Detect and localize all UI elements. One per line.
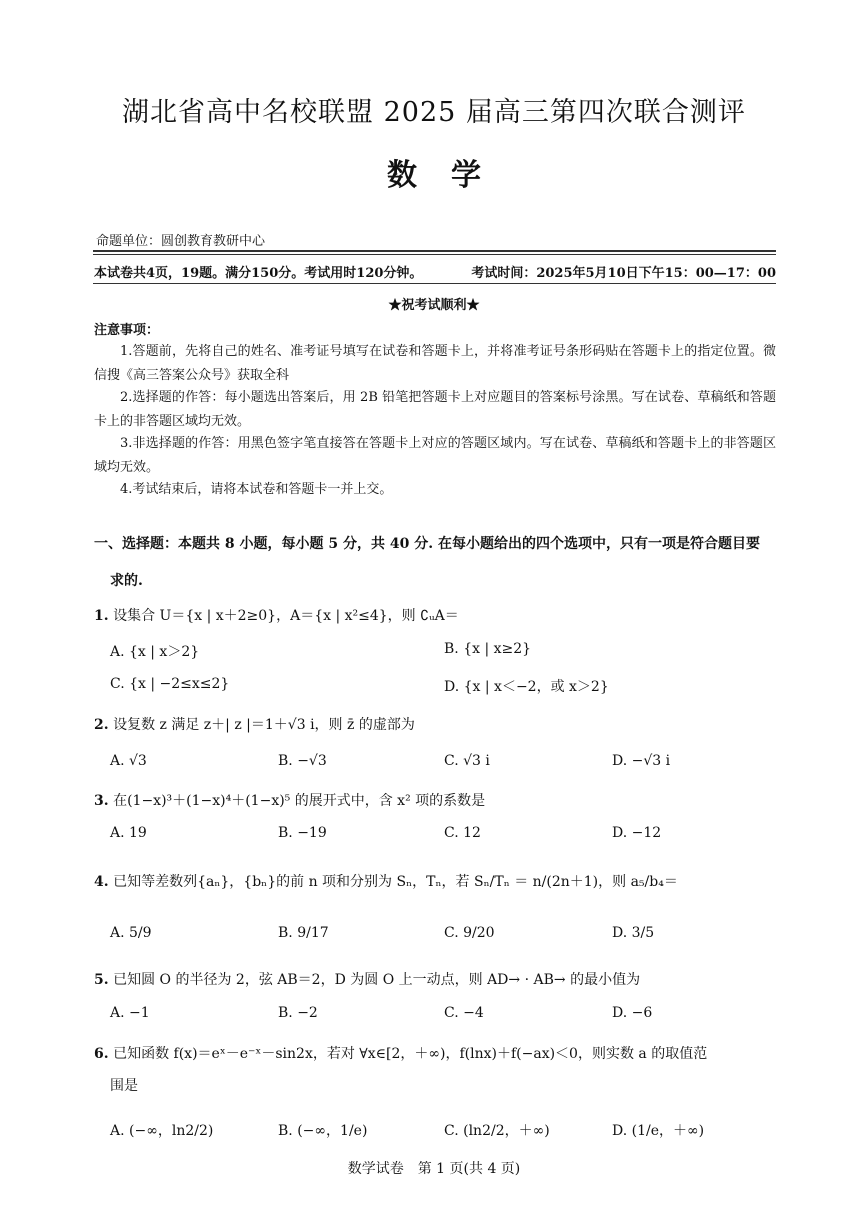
exam-title: 湖北省高中名校联盟 2025 届高三第四次联合测评 [122,97,746,128]
question-4 [94,871,678,891]
option-c: C. 12 [444,825,481,841]
option-b: B. 9/17 [278,925,329,941]
question-stem: 设复数 z 满足 z＋| z |＝1＋√3 i，则 z̄ 的虚部为 [113,717,415,733]
option-d: D. {x | x＜−2，或 x＞2} [444,679,609,695]
notice-item: 2.选择题的作答：每小题选出答案后，用 2B 铅笔把答题卡上对应题目的答案标号涂黑。写在试卷、草稿纸和答题卡上的非答题区域均无效。 [94,390,776,429]
question-5 [94,969,640,989]
option-b: B. −2 [278,1005,318,1021]
question-6 [94,1043,707,1063]
header-rule-thick [93,250,776,252]
question-number: 3. [94,793,109,809]
option-c: C. √3 i [444,753,490,769]
option-d: D. (1/e，＋∞) [612,1123,705,1139]
option-a: A. −1 [110,1005,150,1021]
good-luck-banner: ★祝考试顺利★ [388,298,480,313]
question-number: 4. [94,874,109,890]
question-number: 2. [94,717,109,733]
option-b: B. {x | x≥2} [444,641,532,657]
page-footer: 数学试卷 第 1 页(共 4 页) [347,1161,521,1177]
question-stem: 已知等差数列{aₙ}，{bₙ}的前 n 项和分别为 Sₙ，Tₙ，若 Sₙ/Tₙ ＝ n/(2n＋1)，则 a₅/b₄＝ [113,874,678,890]
option-c: C. 9/20 [444,925,495,941]
header-rule-thin [93,254,776,255]
question-number: 6. [94,1046,109,1062]
section-heading: 一、选择题：本题共 8 小题，每小题 5 分，共 40 分. 在每小题给出的四个选项中，只有一项是符合题目要 [94,536,760,552]
question-stem: 设集合 U＝{x | x＋2≥0}，A＝{x | x²≤4}，则 ∁ᵤA＝ [113,608,459,624]
notice-item: 3.非选择题的作答：用黑色签字笔直接答在答题卡上对应的答题区域内。写在试卷、草稿纸和答题卡上的非答题区域均无效。 [94,436,776,475]
option-a: A. 19 [110,825,147,841]
option-d: D. −12 [612,825,662,841]
option-a: A. √3 [110,753,147,769]
question-1 [94,605,459,625]
option-c: C. −4 [444,1005,484,1021]
option-a: A. 5/9 [110,925,152,941]
question-number: 1. [94,608,109,624]
option-a: A. {x | x＞2} [110,644,200,660]
option-d: D. 3/5 [612,925,655,941]
question-3 [94,790,485,810]
exam-time: 考试时间：2025年5月10日下午15：00—17：00 [471,266,776,281]
option-b: B. (−∞，1/e) [278,1123,368,1139]
exam-info: 本试卷共4页，19题。满分150分。考试用时120分钟。 [94,266,423,281]
question-stem: 已知圆 O 的半径为 2，弦 AB＝2，D 为圆 O 上一动点，则 AD→ · AB→ 的最小值为 [113,972,641,988]
option-a: A. (−∞，ln2/2) [110,1123,214,1139]
option-c: C. {x | −2≤x≤2} [110,676,230,692]
question-stem: 已知函数 f(x)＝eˣ－e⁻ˣ－sin2x，若对 ∀x∈[2，＋∞)，f(lnx)＋f(−ax)＜0，则实数 a 的取值范 [113,1046,708,1062]
subject-heading: 数学 [387,158,515,193]
question-stem: 在(1−x)³＋(1−x)⁴＋(1−x)⁵ 的展开式中，含 x² 项的系数是 [113,793,486,809]
question-stem-cont: 围是 [110,1078,138,1094]
notice-item: 1.答题前，先将自己的姓名、准考证号填写在试卷和答题卡上，并将准考证号条形码贴在答题卡上的指定位置。微信搜《高三答案公众号》获取全科 [94,344,776,383]
info-rule [93,283,776,284]
question-number: 5. [94,972,109,988]
proposer-unit: 命题单位：圆创教育教研中心 [96,234,266,249]
option-d: D. −6 [612,1005,653,1021]
option-c: C. (ln2/2，＋∞) [444,1123,550,1139]
option-b: B. −√3 [278,753,327,769]
notice-item: 4.考试结束后，请将本试卷和答题卡一并上交。 [120,482,393,497]
section-heading-cont: 求的. [110,573,143,589]
question-2 [94,714,415,734]
option-d: D. −√3 i [612,753,671,769]
notice-title: 注意事项： [94,323,160,338]
option-b: B. −19 [278,825,327,841]
